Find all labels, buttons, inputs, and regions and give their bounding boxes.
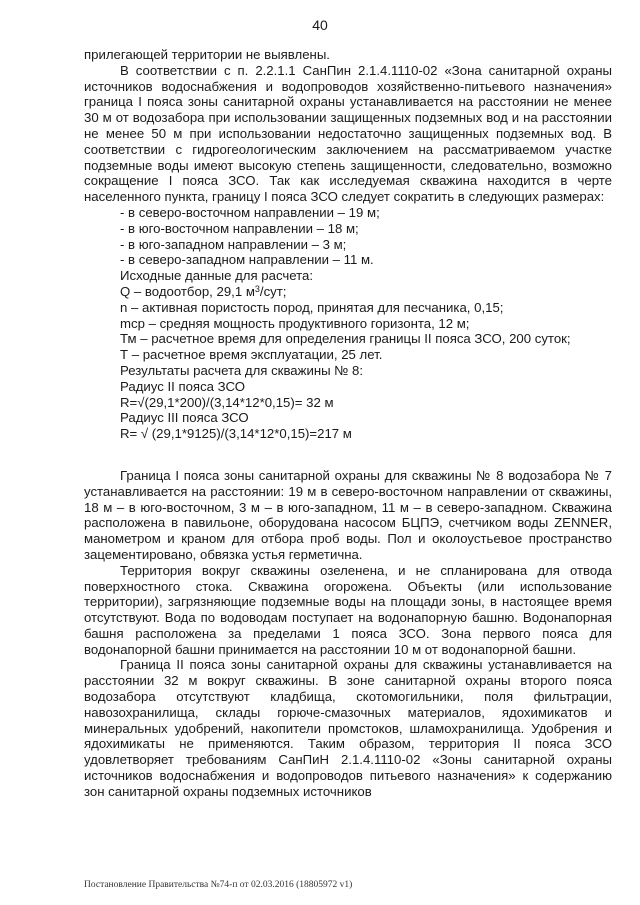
direction-item: - в юго-западном направлении – 3 м; [120, 236, 347, 252]
paragraph-sanpin-reference: В соответствии с п. 2.2.1.1 СанПин 2.1.4.1110-02 «Зона санитарной охраны источников водоснабжения и водопроводов хозяйственно-питьевого назначения» граница I пояса зоны санитарной охраны устанавливается на расстоянии не менее 30 м от водозабора при использовании защищенных подземных вод и на расстоянии не менее 50 м при использовании недостаточно защищенных подземных вод. В соответствии с гидрогеологическим заключением на рассматриваемом участке подземные воды имеют высокую степень защищенности, следовательно, возможно сокращение I пояса ЗСО. Так как исследуемая скважина находится в черте населенного пункта, границу I пояса ЗСО следует сократить в следующих размерах: [84, 62, 612, 205]
calc-line: n – активная пористость пород, принятая для песчаника, 0,15; [120, 299, 504, 315]
document-body [84, 47, 612, 800]
calc-formula: R=√(29,1*200)/(3,14*12*0,15)= 32 м [120, 394, 334, 410]
calc-line: Результаты расчета для скважины № 8: [120, 362, 364, 378]
calc-heading: Исходные данные для расчета: [120, 268, 314, 284]
direction-item: - в северо-восточном направлении – 19 м; [120, 204, 380, 220]
direction-item: - в северо-западном направлении – 11 м. [120, 252, 374, 268]
paragraph-continuation: прилегающей территории не выявлены. [84, 47, 330, 62]
calc-q-sup: 3 [254, 283, 260, 294]
calc-q-prefix: Q – водоотбор, 29,1 м [120, 283, 255, 299]
calc-line: Тм – расчетное время для определения границы II пояса ЗСО, 200 суток; [120, 331, 571, 347]
calc-line-q [84, 284, 612, 300]
page-number: 40 [312, 17, 328, 33]
direction-item: - в юго-восточном направлении – 18 м; [120, 220, 359, 236]
paragraph-zone-two: Граница II пояса зоны санитарной охраны для скважины устанавливается на расстоянии 32 м вокруг скважины. В зоне санитарной охраны второго пояса водозабора отсутствуют кладбища, скотомогильники, поля фильтрации, навозохранилища, склады горюче-смазочных материалов, ядохимикатов и минеральных удобрений, накопители промстоков, шламохранилища. Удобрения и ядохимикаты не применяются. Таким образом, территория II пояса ЗСО удовлетворяет требованиям СанПиН 2.1.4.1110-02 «Зоны санитарной охраны источников водоснабжения и водопроводов питьевого назначения» к содержанию зон санитарной охраны подземных источников [84, 657, 612, 799]
calc-line: Радиус III пояса ЗСО [120, 410, 249, 426]
calc-line: mср – средняя мощность продуктивного горизонта, 12 м; [120, 315, 470, 331]
paragraph-zone-one: Граница I пояса зоны санитарной охраны для скважины № 8 водозабора № 7 устанавливается на расстоянии: 19 м в северо-восточном направлении от скважины, 18 м – в юго-восточном, 3 м – в юго-западном, 11 м – в северо-западном. Скважина расположена в павильоне, оборудована насосом БЦПЭ, счетчиком воды ZENNER, манометром и краном для отбора проб воды. Пол и околоустьевое пространство зацементировано, обвязка устья герметична. [84, 467, 612, 562]
calc-formula: R= √ (29,1*9125)/(3,14*12*0,15)=217 м [120, 426, 352, 442]
calc-q-suffix: /сут; [259, 283, 287, 299]
paragraph-gap [84, 442, 612, 468]
calc-line: Радиус II пояса ЗСО [120, 378, 245, 394]
calc-line: Т – расчетное время эксплуатации, 25 лет. [120, 347, 383, 363]
footer-note: Постановление Правительства №74-п от 02.03.2016 (18805972 v1) [84, 880, 353, 890]
paragraph-territory: Территория вокруг скважины озеленена, и не спланирована для отвода поверхностного стока. Скважина огорожена. Объекты (или использование территории), загрязняющие подземные воды на площади зоны, в настоящее время отсутствуют. Вода по водоводам поступает на водонапорную башню. Водонапорная башня расположена за пределами 1 пояса ЗСО. Зона первого пояса для водонапорной башни принимается на расстоянии 10 м от водонапорной башни. [84, 562, 612, 657]
